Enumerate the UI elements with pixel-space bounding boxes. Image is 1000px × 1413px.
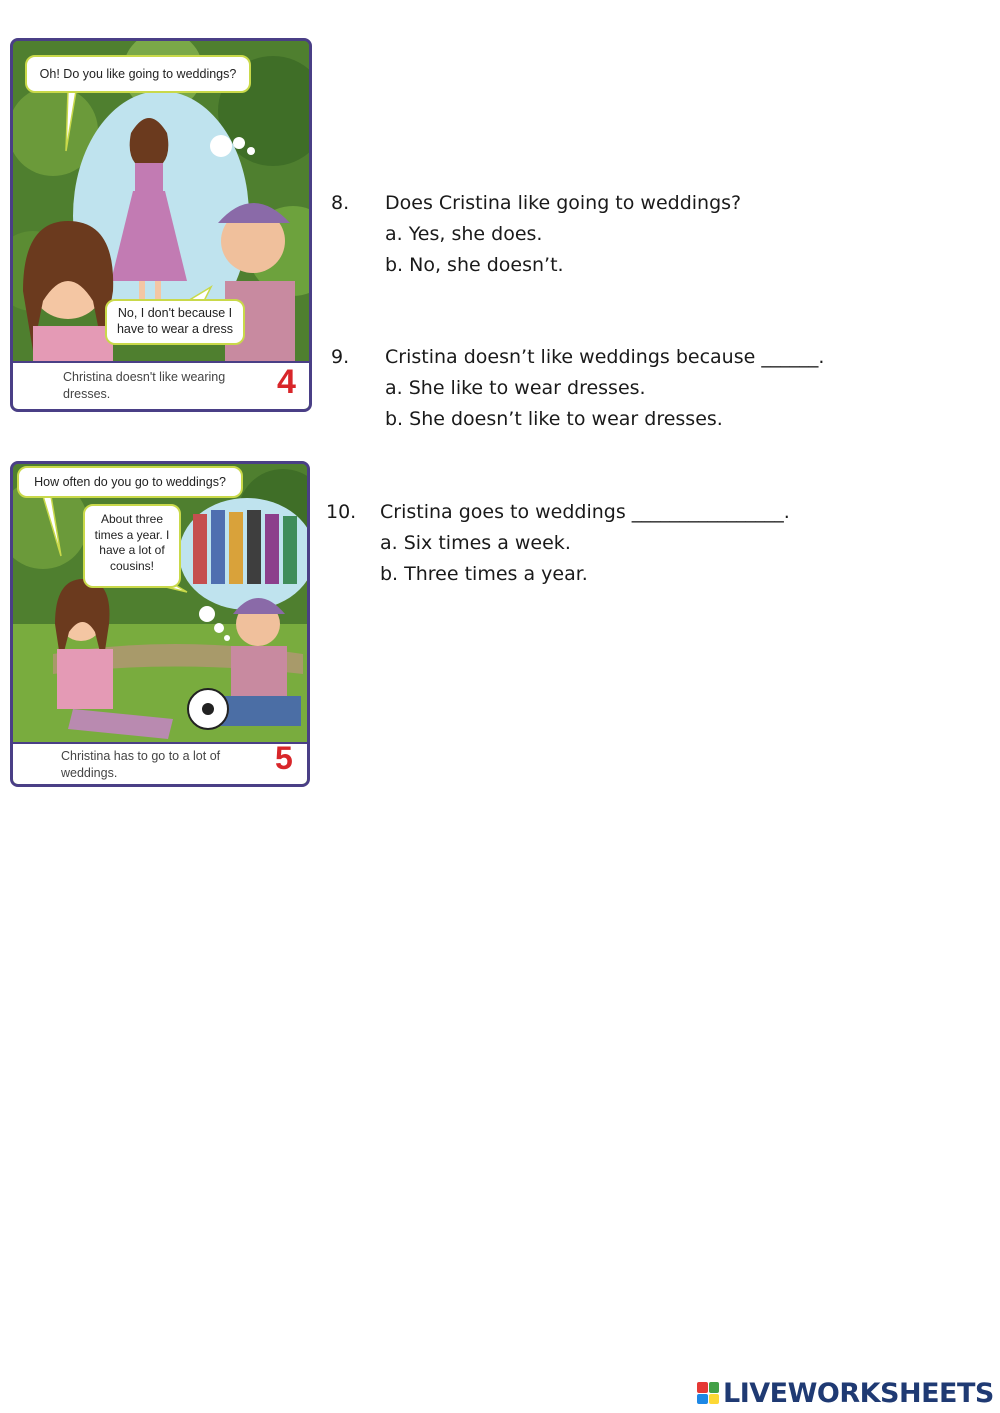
answer-option-a[interactable]: a. Yes, she does. bbox=[385, 223, 543, 245]
question-number: 10. bbox=[326, 501, 357, 523]
panel-caption bbox=[13, 742, 307, 784]
speech-bubble-question: How often do you go to weddings? bbox=[17, 466, 243, 498]
answer-option-b[interactable]: b. She doesn’t like to wear dresses. bbox=[385, 408, 723, 430]
caption-text: Christina doesn't like wearing dresses. bbox=[63, 370, 226, 401]
question-10 bbox=[326, 501, 971, 591]
logo-grid-icon bbox=[697, 1382, 719, 1404]
panel-4-illustration bbox=[13, 41, 309, 409]
panel-number: 5 bbox=[275, 740, 293, 776]
question-8 bbox=[331, 192, 971, 282]
caption-text: Christina has to go to a lot of weddings. bbox=[61, 749, 221, 780]
liveworksheets-logo bbox=[697, 1375, 994, 1411]
panel-caption bbox=[13, 361, 309, 409]
question-number: 9. bbox=[331, 346, 350, 368]
answer-option-b[interactable]: b. Three times a year. bbox=[380, 563, 588, 585]
question-number: 8. bbox=[331, 192, 350, 214]
question-text: Does Cristina like going to weddings? bbox=[385, 192, 742, 214]
answer-option-b[interactable]: b. No, she doesn’t. bbox=[385, 254, 564, 276]
speech-bubble-answer: About three times a year. I have a lot of cousins! bbox=[83, 504, 181, 588]
panel-number: 4 bbox=[277, 363, 296, 401]
comic-panel-4 bbox=[10, 38, 312, 412]
speech-bubble-answer: No, I don't because I have to wear a dress bbox=[105, 299, 245, 345]
question-text: Cristina goes to weddings ________________. bbox=[380, 501, 790, 523]
speech-bubble-question: Oh! Do you like going to weddings? bbox=[25, 55, 251, 93]
logo-text: LIVEWORKSHEETS bbox=[723, 1377, 994, 1409]
question-text: Cristina doesn’t like weddings because ______. bbox=[385, 346, 825, 368]
question-9 bbox=[331, 346, 971, 436]
answer-option-a[interactable]: a. Six times a week. bbox=[380, 532, 571, 554]
answer-option-a[interactable]: a. She like to wear dresses. bbox=[385, 377, 646, 399]
comic-panel-5 bbox=[10, 461, 310, 787]
